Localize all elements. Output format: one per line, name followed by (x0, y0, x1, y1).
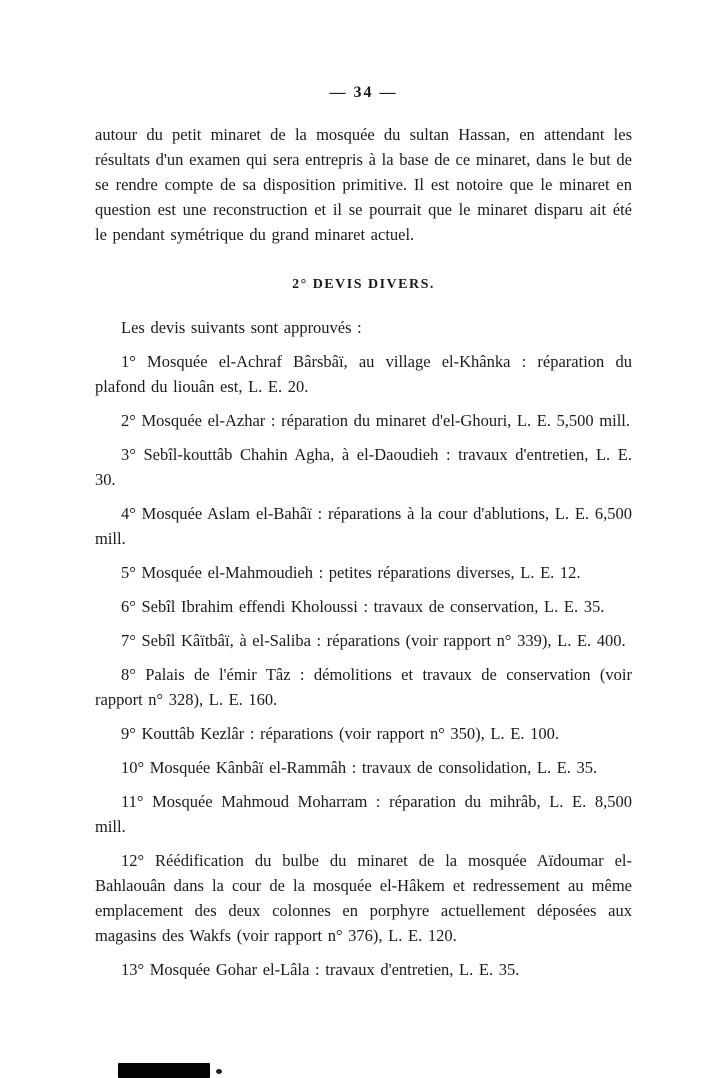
intro-paragraph: autour du petit minaret de la mosquée du sultan Hassan, en attendant les résultats d'un examen qui sera entrepris à la base de ce minaret, dans le but de se rendre compte de sa disposition primitive. Il est notoire que le minaret en question est une reconstruction et il se pourrait que le minaret disparu ait été le pendant symétrique du grand minaret actuel. (95, 125, 632, 244)
section-heading: 2° DEVIS DIVERS. (292, 277, 435, 292)
page-number: — 34 — (329, 84, 398, 101)
devis-item-11: 11° Mosquée Mahmoud Moharram : réparation du mihrâb, L. E. 8,500 mill. (95, 792, 632, 836)
scan-artifact-bar (118, 1063, 210, 1078)
lead-line: Les devis suivants sont approuvés : (121, 318, 362, 337)
devis-item-3: 3° Sebîl-kouttâb Chahin Agha, à el-Daoudieh : travaux d'entretien, L. E. 30. (95, 445, 632, 489)
scan-artifact-speck (216, 1069, 222, 1074)
devis-item-8: 8° Palais de l'émir Tâz : démolitions et travaux de conservation (voir rapport n° 328), L. E. 160. (95, 665, 632, 709)
devis-item-6: 6° Sebîl Ibrahim effendi Kholoussi : travaux de conservation, L. E. 35. (121, 597, 605, 616)
devis-item-5: 5° Mosquée el-Mahmoudieh : petites réparations diverses, L. E. 12. (121, 563, 581, 582)
devis-item-9: 9° Kouttâb Kezlâr : réparations (voir rapport n° 350), L. E. 100. (121, 724, 559, 743)
devis-item-1: 1° Mosquée el-Achraf Bârsbâï, au village el-Khânka : réparation du plafond du liouân est, L. E. 20. (95, 352, 632, 396)
devis-item-10: 10° Mosquée Kânbâï el-Rammâh : travaux de consolidation, L. E. 35. (121, 758, 598, 777)
devis-item-12: 12° Réédification du bulbe du minaret de la mosquée Aïdoumar el-Bahlaouân dans la cour de la mosquée el-Hâkem et redressement au même emplacement des deux colonnes en porphyre actuellement déposées aux magasins des Wakfs (voir rapport n° 376), L. E. 120. (95, 851, 632, 945)
devis-item-4: 4° Mosquée Aslam el-Bahâï : réparations à la cour d'ablutions, L. E. 6,500 mill. (95, 504, 632, 548)
devis-item-13: 13° Mosquée Gohar el-Lâla : travaux d'entretien, L. E. 35. (121, 960, 520, 979)
devis-item-2: 2° Mosquée el-Azhar : réparation du minaret d'el-Ghouri, L. E. 5,500 mill. (121, 411, 631, 430)
devis-item-7: 7° Sebîl Kâïtbâï, à el-Saliba : réparations (voir rapport n° 339), L. E. 400. (121, 631, 626, 650)
